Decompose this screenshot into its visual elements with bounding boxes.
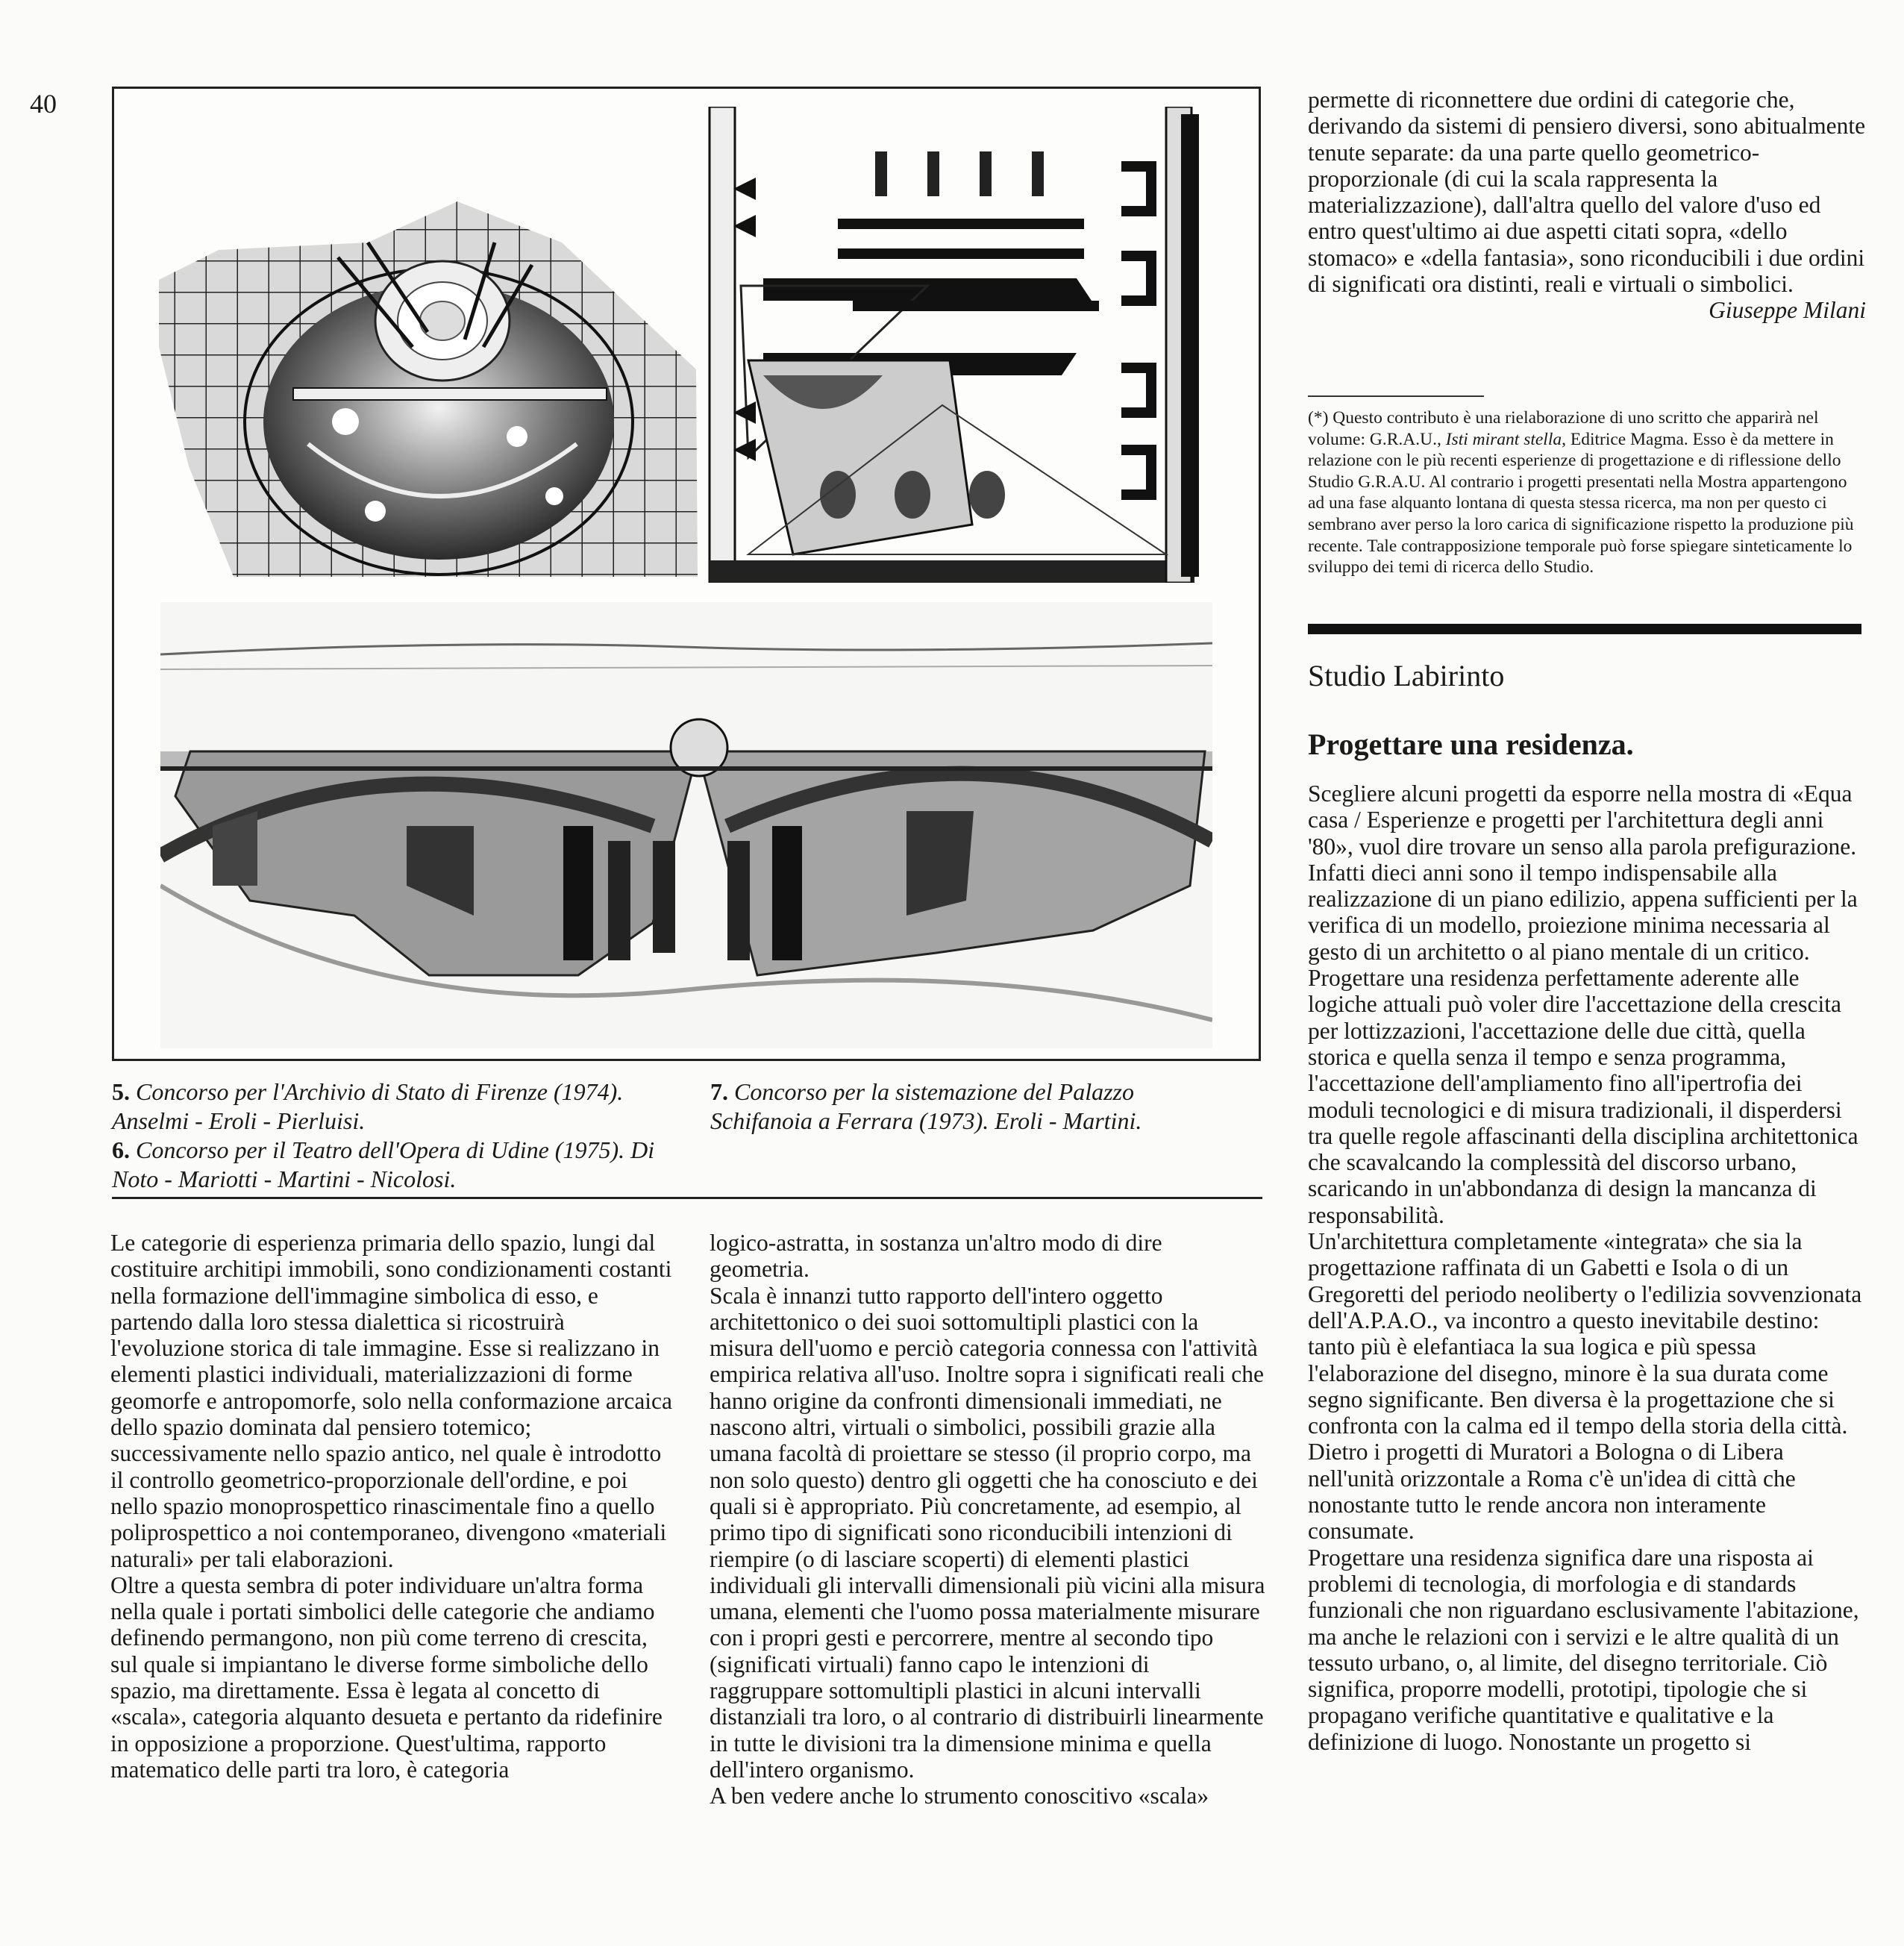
column-3-body <box>1308 780 1867 1755</box>
col3-top-paragraph: permette di riconnettere due ordini di categorie che, derivando da sistemi di pensiero diversi, sono abitualmente tenute separate: da una parte quello geometrico-proporzionale (di cui la scala rappresenta la materializzazione), dall'altra quello del valore d'uso ed entro quest'ultimo ai due aspetti citati sopra, «dello stomaco» e «della fantasia», sono riconducibili i due ordini di significati ora distinti, reali e virtuali o simbolici. <box>1308 87 1866 298</box>
footnote-text-2: , Editrice Magma. Esso è da mettere in relazione con le più recenti esperienze di progettazione e di riflessione dello Studio G.R.A.U. Al contrario i progetti presentati nella Mostra appartengono ad una fase alquanto lontana di questa stessa ricerca, ma non per questo ci sembrano aver perso la loro carica di significazione rispetto la produzione più recente. Tale contrapposizione temporale può forse spiegare sinteticamente lo sviluppo dei temi di ricerca dello Studio. <box>1308 429 1854 578</box>
author-signature: Giuseppe Milani <box>1709 297 1866 324</box>
caption-7-text: Concorso per la sistemazione del Palazzo Schifanoia a Ferrara (1973). Eroli - Martini. <box>710 1078 1142 1134</box>
footnote-mark: (*) <box>1308 408 1329 428</box>
caption-6-text: Concorso per il Teatro dell'Opera di Udine (1975). Di Noto - Mariotti - Martini - Nicolosi. <box>112 1136 655 1192</box>
col2-paragraph-1: logico-astratta, in sostanza un'altro modo di dire geometria. <box>710 1230 1162 1283</box>
col3-paragraph-3: Progettare una residenza perfettamente aderente alle logiche attuali può voler dire l'accettazione della crescita per lottizzazioni, l'accettazione delle due città, quella storica e quella senza il tempo e senza programma, l'accettazione dell'ampliamento fino all'ipertrofia dei moduli tecnologici e di misura tradizionali, il disperdersi tra quelle regole affascinanti della disciplina architettonica che scavalcando la complessità del discorso urbano, scaricando in un'abbondanza di design la mancanza di responsabilità. <box>1308 965 1858 1228</box>
figure-5-drawing <box>144 198 698 577</box>
col3-paragraph-5: Progettare una residenza significa dare una risposta ai problemi di tecnologia, di morfologia e di standards funzionali che non riguardano esclusivamente l'abitazione, ma anche le relazioni con i servizi e le altre qualità di un tessuto urbano, o, al limite, del disegno territoriale. Ciò significa, proporre modelli, prototipi, tipologie che si propagano verifiche quantitative e qualitative e la definizione di luogo. Nonostante un progetto si <box>1308 1544 1859 1755</box>
column-3-top <box>1308 87 1866 324</box>
col1-paragraph-2: Oltre a questa sembra di poter individuare un'altra forma nella quale i portati simbolici delle categorie che andiamo definendo permangono, non più come terreno di crescita, sul quale si impiantano le diverse forme simboliche dello spazio, ma direttamente. Essa è legata al concetto di «scala», categoria alquanto desueta e pertanto da ridefinire in opposizione a proporzione. Quest'ultima, rapporto matematico delle parti tra loro, è categoria <box>110 1571 663 1783</box>
section-divider <box>1308 624 1861 634</box>
col3-paragraph-2: Infatti dieci anni sono il tempo indispensabile alla realizzazione di un piano edilizio, appena sufficienti per la verifica di un modello, proiezione minima necessaria al gesto di un architetto o al piano mentale di un critico. <box>1308 859 1858 965</box>
col1-paragraph-1: Le categorie di esperienza primaria dello spazio, lungi dal costituire architipi immobili, sono condizionamenti costanti nella formazione dell'immagine simbolica di esso, e partendo dalla loro stessa dialettica si ricostruirà l'evoluzione storica di tale immagine. Esse si realizzano in elementi plastici individuali, materializzazioni di forme geomorfe e antropomorfe, solo nella conformazione arcaica dello spazio dominata dal pensiero totemico; successivamente nello spazio antico, nel quale è introdotto il controllo geometrico-proporzionale dell'ordine, e poi nello spazio monoprospettico rinascimentale fino a quello poliprospettico a noi contemporaneo, divengono «materiali naturali» per tali elaborazioni. <box>110 1230 673 1572</box>
page-number: 40 <box>30 89 57 119</box>
caption-6 <box>112 1136 679 1194</box>
caption-5-number: 5. <box>112 1078 130 1105</box>
caption-divider <box>112 1197 1262 1199</box>
figure-6-drawing <box>704 107 1233 583</box>
caption-7-number: 7. <box>710 1078 728 1105</box>
caption-5 <box>112 1077 679 1136</box>
figure-5-svg <box>144 198 698 577</box>
footnote-text-1: Questo contributo è una rielaborazione di uno scritto che apparirà nel volume: G.R.A.U., <box>1308 408 1819 449</box>
col3-paragraph-4: Un'architettura completamente «integrata» che sia la progettazione raffinata di un Gabetti e Isola o di un Gregoretti del periodo neoliberty o l'edilizia sovvenzionata dell'A.P.A.O., va incontro a questo inevitabile destino: tanto più è elefantiaca la sua logica e più spessa l'elaborazione del disegno, minore è la sua durata come segno significante. Ben diversa è la progettazione che si confronta con la calma ed il tempo della storia della città. Dietro i progetti di Muratori a Bologna o di Libera nell'unità orizzontale a Roma c'è un'idea di città che nonostante tutto le rende ancora non interamente consumate. <box>1308 1228 1862 1545</box>
caption-6-number: 6. <box>112 1136 130 1163</box>
column-1 <box>110 1230 677 1783</box>
article-headline: Progettare una residenza. <box>1308 728 1634 761</box>
caption-fig-5-6 <box>112 1077 679 1194</box>
figure-frame <box>112 87 1261 1061</box>
caption-7 <box>710 1077 1233 1136</box>
section-title: Studio Labirinto <box>1308 659 1505 692</box>
column-2 <box>710 1230 1268 1809</box>
footnote <box>1308 407 1866 578</box>
figure-6-svg <box>704 107 1233 583</box>
caption-5-text: Concorso per l'Archivio di Stato di Firenze (1974). Anselmi - Eroli - Pierluisi. <box>112 1078 624 1134</box>
col2-paragraph-2: Scala è innanzi tutto rapporto dell'intero oggetto architettonico o dei suoi sottomultipli plastici con la misura dell'uomo e perciò categoria connessa con l'attività empirica relativa all'uso. Inoltre sopra i significati reali che hanno origine da confronti dimensionali immediati, ne nascono altri, virtuali o simbolici, possibili grazie alla umana facoltà di proiettare se stesso (il proprio corpo, ma non solo questo) dentro gli oggetti che ha conosciuto e dei quali si è appropriato. Più concretamente, ad esempio, al primo tipo di significati sono riconducibili intenzioni di riempire (o di lasciare scoperti) di elementi plastici individuali gli intervalli dimensionali più vicini alla misura umana, elementi che l'uomo possa materialmente misurare con i propri gesti e percorrere, mentre al secondo tipo (significati virtuali) fanno capo le intenzioni di raggruppare sottomultipli plastici in alcuni intervalli distanziali tra loro, o al contrario di distribuirli linearmente in tutte le divisioni tra la dimensione minima e quella dell'intero organismo. <box>710 1282 1265 1783</box>
figure-7-svg <box>160 602 1212 1048</box>
footnote-book-title: Isti mirant stella <box>1445 429 1562 449</box>
footnote-rule <box>1308 395 1484 397</box>
col2-paragraph-3: A ben vedere anche lo strumento conoscitivo «scala» <box>710 1783 1209 1809</box>
col3-paragraph-1: Scegliere alcuni progetti da esporre nella mostra di «Equa casa / Esperienze e progetti per l'architettura degli anni '80», vuol dire trovare un senso alla parola prefigurazione. <box>1308 780 1857 860</box>
figure-7-drawing <box>160 602 1212 1048</box>
